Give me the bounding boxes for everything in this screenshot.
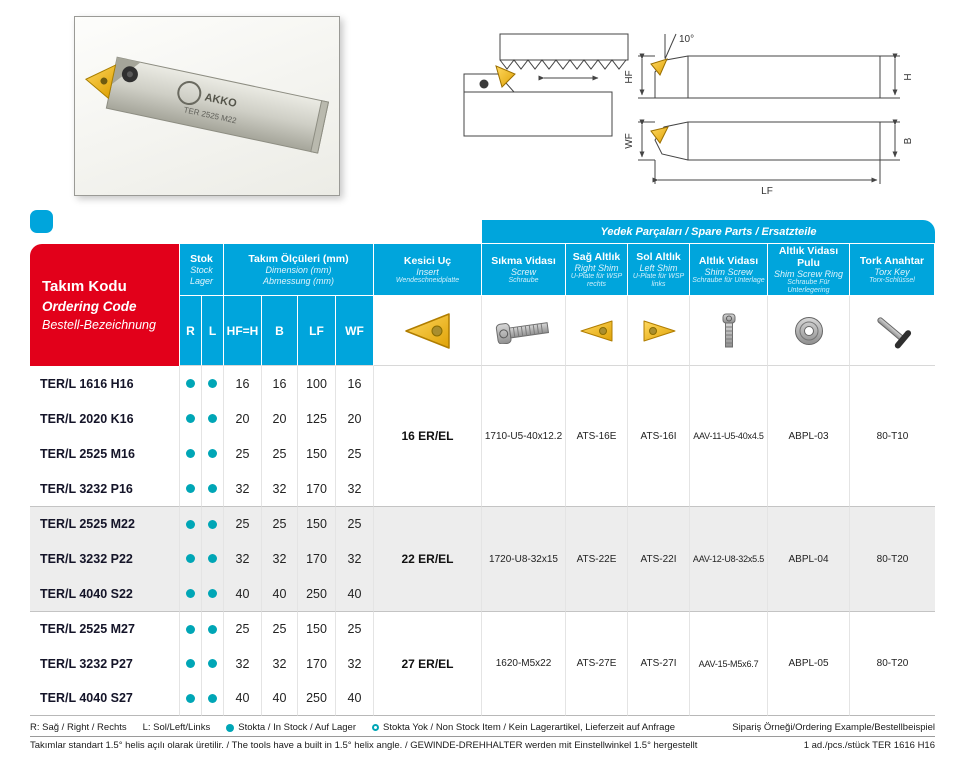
spare-shim-screw: AAV-15-M5x6.7 (690, 611, 768, 716)
dim-hf: 25 (224, 506, 262, 541)
spare-torx-key: 80-T20 (850, 611, 935, 716)
spare-left-shim: ATS-27I (628, 611, 690, 716)
right-shim-icon-cell (566, 296, 628, 366)
stock-dot-l (202, 681, 224, 716)
angle-label: 10° (679, 34, 695, 45)
dimensions-header-en: Dimension (mm) (265, 265, 332, 276)
right-shim-icon (579, 318, 615, 344)
insert-cutting-icon (496, 66, 515, 87)
dim-b: 40 (262, 576, 298, 611)
dim-hf: 25 (224, 611, 262, 646)
dim-b: 25 (262, 611, 298, 646)
legend-r: R: Sağ / Right / Rechts (30, 722, 127, 733)
spare-left-shim: ATS-22I (628, 506, 690, 611)
in-stock-dot (186, 659, 195, 668)
product-photo-frame (74, 16, 340, 196)
spare-right-shim: ATS-27E (566, 611, 628, 716)
helix-note: Takımlar standart 1.5° helis açılı olarak üretilir. / The tools have a built in 1.5° helix angle. / GEWINDE-DREHHALTER werden mit Einstellwinkel 1.5° hergestellt (30, 740, 698, 751)
spare-left-shim: ATS-16I (628, 366, 690, 506)
stock-dot-r (180, 646, 202, 681)
legend-l: L: Sol/Left/Links (142, 722, 211, 733)
product-table (30, 220, 935, 716)
dim-b: 20 (262, 401, 298, 436)
torx-key-icon (870, 311, 916, 351)
dim-b: 25 (262, 506, 298, 541)
dim-wf: 32 (336, 471, 374, 506)
ordering-code: TER/L 2020 K16 (30, 401, 180, 436)
shim-ring-icon (793, 315, 825, 347)
stock-dot-r (180, 611, 202, 646)
ordering-code: TER/L 2525 M22 (30, 506, 180, 541)
ordering-code: TER/L 4040 S27 (30, 681, 180, 716)
in-stock-dot (186, 379, 195, 388)
spare-torx-key: 80-T10 (850, 366, 935, 506)
dim-wf: 16 (336, 366, 374, 401)
spare-header-left-shim: Sol Altlık Left Shim U-Plate für WSP links (628, 244, 690, 296)
shim-screw-icon-cell (690, 296, 768, 366)
stock-dot-l (202, 576, 224, 611)
insert-icon (651, 127, 668, 143)
stock-dot-l (202, 436, 224, 471)
dimensions-header (224, 244, 374, 296)
insert-icon (403, 310, 453, 352)
dim-lf: 170 (298, 471, 336, 506)
spare-shim-ring: ABPL-05 (768, 611, 850, 716)
in-stock-dot (186, 414, 195, 423)
dim-lf: 150 (298, 611, 336, 646)
legend-in-stock: Stokta / In Stock / Auf Lager (238, 722, 356, 733)
spare-right-shim: ATS-16E (566, 366, 628, 506)
stock-dot-l (202, 401, 224, 436)
in-stock-dot (208, 520, 217, 529)
in-stock-dot (186, 554, 195, 563)
stock-dot-r (180, 401, 202, 436)
in-stock-dot (208, 554, 217, 563)
ordering-example-value: 1 ad./pcs./stück TER 1616 H16 (803, 740, 935, 751)
model-text: TER 2525 M22 (182, 105, 238, 126)
stock-dot-l (202, 471, 224, 506)
dim-hf: 32 (224, 541, 262, 576)
in-stock-dot (208, 414, 217, 423)
spare-right-shim: ATS-22E (566, 506, 628, 611)
dimensions-header-de: Abmessung (mm) (262, 275, 334, 286)
left-shim-icon (641, 318, 677, 344)
dim-hf: 25 (224, 436, 262, 471)
in-stock-dot (208, 694, 217, 703)
dim-wf: 32 (336, 646, 374, 681)
ordering-code-header-en: Ordering Code (42, 299, 137, 314)
stock-dot-r (180, 681, 202, 716)
in-stock-dot (186, 520, 195, 529)
dim-b: 16 (262, 366, 298, 401)
dim-wf: 40 (336, 576, 374, 611)
ordering-code-header (30, 244, 180, 366)
stock-dot-r (180, 471, 202, 506)
dim-b: 32 (262, 541, 298, 576)
stock-header-tr: Stok (190, 253, 213, 266)
insert-header-tr: Kesici Uç (403, 254, 452, 267)
stock-dot-r (180, 541, 202, 576)
dim-b: 32 (262, 471, 298, 506)
col-wf-label: WF (336, 296, 374, 366)
wf-label: WF (624, 133, 635, 149)
dim-lf: 250 (298, 681, 336, 716)
screw-icon (495, 318, 553, 344)
spare-shim-screw: AAV-12-U8-32x5.5 (690, 506, 768, 611)
col-l-label: L (202, 296, 224, 366)
stock-dot-r (180, 576, 202, 611)
in-stock-dot (186, 449, 195, 458)
spare-header-screw: Sıkma Vidası Screw Schraube (482, 244, 566, 296)
insert-header (374, 244, 482, 296)
stock-header-en: Stock (190, 265, 213, 276)
holder-side-outline (464, 92, 612, 136)
spare-torx-key: 80-T20 (850, 506, 935, 611)
thread-profile (500, 60, 626, 69)
stock-dot-r (180, 506, 202, 541)
ordering-code: TER/L 3232 P16 (30, 471, 180, 506)
brand-text: AKKO (203, 91, 238, 110)
insert-icon (651, 59, 667, 75)
insert-size: 16 ER/EL (374, 366, 482, 506)
insert-size: 27 ER/EL (374, 611, 482, 716)
dim-lf: 250 (298, 576, 336, 611)
screw-icon-cell (482, 296, 566, 366)
dim-lf: 100 (298, 366, 336, 401)
h-label: H (903, 73, 914, 81)
in-stock-dot (186, 694, 195, 703)
ordering-code: TER/L 1616 H16 (30, 366, 180, 401)
spare-header-torx-key: Tork Anahtar Torx Key Torx-Schlüssel (850, 244, 935, 296)
ordering-code: TER/L 4040 S22 (30, 576, 180, 611)
dim-hf: 16 (224, 366, 262, 401)
stock-dot-r (180, 436, 202, 471)
dim-hf: 40 (224, 576, 262, 611)
in-stock-dot (208, 659, 217, 668)
dim-lf: 150 (298, 506, 336, 541)
spare-header-right-shim: Sağ Altlık Right Shim U-Plate für WSP rechts (566, 244, 628, 296)
in-stock-dot (186, 589, 195, 598)
stock-dot-l (202, 611, 224, 646)
dim-lf: 170 (298, 646, 336, 681)
dim-wf: 20 (336, 401, 374, 436)
hf-label: HF (624, 70, 635, 84)
ordering-code-header-tr: Takım Kodu (42, 278, 127, 295)
dim-hf: 20 (224, 401, 262, 436)
insert-size: 22 ER/EL (374, 506, 482, 611)
stock-dot-r (180, 366, 202, 401)
dim-wf: 25 (336, 506, 374, 541)
spare-shim-screw: AAV-11-U5-40x4.5 (690, 366, 768, 506)
spare-screw: 1710-U5-40x12.2 (482, 366, 566, 506)
insert-header-de: Wendeschneidplatte (395, 277, 460, 285)
ordering-code: TER/L 2525 M27 (30, 611, 180, 646)
left-shim-icon-cell (628, 296, 690, 366)
spare-parts-header: Yedek Parçaları / Spare Parts / Ersatzteile (482, 220, 935, 244)
dim-b: 32 (262, 646, 298, 681)
in-stock-dot (208, 449, 217, 458)
product-photo (75, 17, 339, 195)
spare-shim-ring: ABPL-03 (768, 366, 850, 506)
stock-header (180, 244, 224, 296)
stock-dot-l (202, 366, 224, 401)
footer-legend (30, 722, 935, 751)
dim-wf: 25 (336, 436, 374, 471)
legend-non-stock: Stokta Yok / Non Stock Item / Kein Lagerartikel, Lieferzeit auf Anfrage (383, 722, 676, 733)
col-hf-label: HF=H (224, 296, 262, 366)
ordering-code-header-de: Bestell-Bezeichnung (42, 318, 156, 332)
top-view-outline (688, 56, 880, 98)
dim-hf: 40 (224, 681, 262, 716)
side-view-outline (688, 122, 880, 160)
dim-lf: 170 (298, 541, 336, 576)
stock-dot-l (202, 541, 224, 576)
dim-lf: 125 (298, 401, 336, 436)
in-stock-dot (208, 484, 217, 493)
dimensions-header-tr: Takım Ölçüleri (mm) (248, 253, 349, 266)
dim-wf: 40 (336, 681, 374, 716)
in-stock-dot (208, 589, 217, 598)
torx-key-icon-cell (850, 296, 935, 366)
spare-screw: 1620-M5x22 (482, 611, 566, 716)
in-stock-dot (208, 625, 217, 634)
ordering-code: TER/L 3232 P22 (30, 541, 180, 576)
in-stock-dot (208, 379, 217, 388)
stock-header-de: Lager (189, 275, 214, 286)
stock-dot-l (202, 506, 224, 541)
dim-b: 40 (262, 681, 298, 716)
spare-shim-ring: ABPL-04 (768, 506, 850, 611)
dim-b: 25 (262, 436, 298, 471)
spare-header-shim-screw: Altlık Vidası Shim Screw Schraube für Unterlage (690, 244, 768, 296)
lf-label: LF (761, 186, 773, 197)
in-stock-dot (186, 484, 195, 493)
stock-dot-l (202, 646, 224, 681)
technical-drawing (452, 28, 940, 203)
dim-hf: 32 (224, 471, 262, 506)
in-stock-dot (186, 625, 195, 634)
non-stock-dot (372, 724, 379, 731)
dim-wf: 32 (336, 541, 374, 576)
shim-ring-icon-cell (768, 296, 850, 366)
col-lf-label: LF (298, 296, 336, 366)
col-b-label: B (262, 296, 298, 366)
spare-screw: 1720-U8-32x15 (482, 506, 566, 611)
spare-header-shim-ring: Altlık Vidası Pulu Shim Screw Ring Schraube Für Unterlegering (768, 244, 850, 296)
shim-screw-icon (720, 313, 738, 349)
in-stock-dot (226, 724, 234, 732)
b-label: B (903, 137, 914, 145)
dim-lf: 150 (298, 436, 336, 471)
ordering-example-title: Sipariş Örneği/Ordering Example/Bestellbeispiel (732, 722, 935, 733)
dim-hf: 32 (224, 646, 262, 681)
ordering-code: TER/L 3232 P27 (30, 646, 180, 681)
col-r-label: R (180, 296, 202, 366)
dim-wf: 25 (336, 611, 374, 646)
insert-icon-cell (374, 296, 482, 366)
workpiece-outline (500, 34, 628, 60)
ordering-code: TER/L 2525 M16 (30, 436, 180, 471)
insert-header-en: Insert (416, 266, 439, 277)
